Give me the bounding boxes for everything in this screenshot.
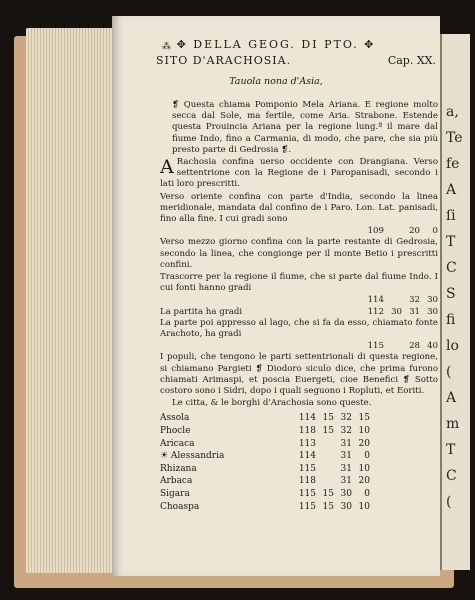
city-name: Rhizana [160, 463, 197, 474]
city-table [160, 412, 438, 513]
city-lon-deg: 114 [298, 413, 316, 424]
city-row [160, 475, 438, 488]
coord-value: 31 [409, 306, 420, 317]
open-book [14, 16, 462, 588]
next-page-edge [440, 34, 470, 570]
city-lat-min: 10 [358, 501, 370, 512]
city-row [160, 425, 438, 438]
coord-value: 30 [391, 306, 402, 317]
coord-row [160, 295, 438, 306]
city-lat-deg: 31 [340, 463, 352, 474]
city-lat-deg: 30 [340, 501, 352, 512]
city-lat-min: 10 [358, 426, 370, 437]
city-name: Aricaca [160, 438, 195, 449]
paragraph-peoples: I populi, che tengono le parti settentrionali di questa regione, si chiamano Pargieti ❡ Diodoro siculo dice, che prima furono chiamati Arimaspi, et poscia Euergeti, cioe Benefici ❡ Sotto costoro sono i Sidri, dopo i quali seguono i Ropluti, et Eoriti. [160, 352, 438, 397]
coord-value: 112 [367, 306, 384, 317]
city-lat-deg: 31 [340, 451, 352, 462]
city-name: Assola [160, 413, 190, 424]
coord-value [384, 226, 402, 237]
facing-page-glyph: A [446, 182, 457, 198]
facing-page-glyph: T [446, 442, 456, 458]
facing-page-glyph: m [446, 416, 460, 432]
city-name: Choaspa [160, 501, 200, 512]
facing-page-glyph: C [446, 468, 457, 484]
coord-value: 0 [432, 226, 438, 237]
city-row [160, 438, 438, 451]
running-title: ✥ DELLA GEOG. DI PTO. ✥ [176, 38, 376, 51]
facing-page-glyph: ſi [446, 208, 456, 224]
facing-page-glyph: A [446, 390, 457, 406]
paragraph-lake: La parte poi appresso al lago, che si fa da esso, chiamato fonte Arachoto, ha gradi [160, 317, 438, 340]
city-lon-deg: 114 [298, 451, 316, 462]
city-lon-deg: 113 [298, 438, 316, 449]
city-lat-min: 15 [358, 413, 370, 424]
paragraph-south: Verso mezzo giorno confina con la parte restante di Gedrosia, secondo la linea, che congionge per il monte Betio i prescritti confini. [160, 237, 438, 270]
city-row [160, 488, 438, 501]
city-lon-deg: 118 [298, 426, 316, 437]
city-lon-min: 15 [322, 413, 334, 424]
ornament-mark: ⁂ [162, 42, 171, 52]
facing-page-glyph: ( [446, 494, 452, 510]
city-lat-deg: 31 [340, 476, 352, 487]
coord-row [160, 341, 438, 352]
city-lat-min: 0 [364, 451, 370, 462]
coord-value: 40 [427, 341, 438, 352]
city-lat-min: 0 [364, 489, 370, 500]
city-lat-deg: 32 [340, 413, 352, 424]
coord-row [160, 226, 438, 237]
city-lon-min: 15 [322, 426, 334, 437]
paragraph-cities: Le citta, & le borghi d'Arachosia sono queste. [172, 398, 372, 409]
city-lon-min: 15 [322, 501, 334, 512]
city-lon-deg: 115 [298, 501, 316, 512]
paragraph-west [160, 157, 438, 191]
city-lon-min [316, 438, 334, 451]
facing-page-glyph: T [446, 234, 456, 250]
paragraph-river: Trascorre per la regione il fiume, che si parte dal fiume Indo. I cui fonti hanno gradi [160, 272, 438, 294]
coord-value [384, 295, 402, 306]
coord-value: 109 [367, 226, 384, 237]
map-subtitle: Tauola nona d'Asia, [229, 76, 323, 87]
coord-value: 114 [367, 295, 384, 306]
chapter-number: Cap. XX. [387, 54, 436, 67]
city-name: Arbaca [160, 476, 193, 487]
city-lat-deg: 32 [340, 426, 352, 437]
paragraph-intro: ❡ Questa chiama Pomponio Mela Ariana. E regione molto secca dal Sole, ma fertile, come Aria. Strabone. Estende questa Prouincia Ariana per la regione lung.ª il mare dal fiume Indo, fino a Carmania, di modo, che pare, che sia più presto parte di Gedrosia ❡. [172, 100, 438, 155]
book-page [112, 16, 440, 576]
facing-page-glyph: C [446, 260, 457, 276]
city-row [160, 450, 438, 463]
city-lat-min: 20 [358, 438, 370, 449]
city-row [160, 412, 438, 425]
city-lat-deg: 30 [340, 489, 352, 500]
city-name: Sigara [160, 489, 190, 500]
coord-value: 32 [409, 295, 420, 306]
facing-page-glyph: fe [446, 156, 460, 172]
city-lon-min [316, 463, 334, 476]
coord-row [160, 307, 438, 318]
city-name: ☀ Alessandria [160, 451, 225, 462]
paragraph-west-text: Rachosia confina uerso occidente con Drangiana. Verso settentrione con la Regione de i Paropanisadi, secondo i lati loro prescritti. [160, 157, 438, 190]
city-lon-min: 15 [322, 489, 334, 500]
coord-value [384, 341, 402, 352]
city-lon-deg: 115 [298, 463, 316, 474]
coord-value: 20 [409, 226, 420, 237]
facing-page-glyph: a, [446, 104, 459, 120]
facing-page-glyph: lo [446, 338, 459, 354]
city-lat-deg: 31 [340, 438, 352, 449]
page-edges [26, 28, 126, 573]
city-lat-min: 10 [358, 463, 370, 474]
facing-page-glyph: S [446, 286, 456, 302]
city-lon-deg: 115 [298, 489, 316, 500]
facing-page-glyph: ( [446, 364, 452, 380]
coord-value: 30 [427, 295, 438, 306]
coord-value: 115 [367, 341, 384, 352]
city-row [160, 463, 438, 476]
chapter-heading [156, 54, 436, 67]
city-name: Phocle [160, 426, 191, 437]
city-lon-deg: 118 [298, 476, 316, 487]
city-lat-min: 20 [358, 476, 370, 487]
city-lon-min [316, 450, 334, 463]
facing-page-glyph: fi [446, 312, 456, 328]
text-body [160, 100, 438, 513]
row-label: La partita ha gradi [160, 306, 243, 317]
paragraph-east: Verso oriente confina con parte d'India, secondo la linea meridionale, mandata dal confino de i Paro. Lon. Lat. panisadi, fino alla fine. I cui gradi sono [160, 191, 438, 225]
coord-value: 30 [427, 306, 438, 317]
heading-title: SITO D'ARACHOSIA. [156, 54, 292, 67]
city-row [160, 501, 438, 514]
city-lon-min [316, 475, 334, 488]
coord-value: 28 [409, 341, 420, 352]
facing-page-glyph: Te [446, 130, 463, 146]
drop-capital: A [160, 156, 174, 179]
